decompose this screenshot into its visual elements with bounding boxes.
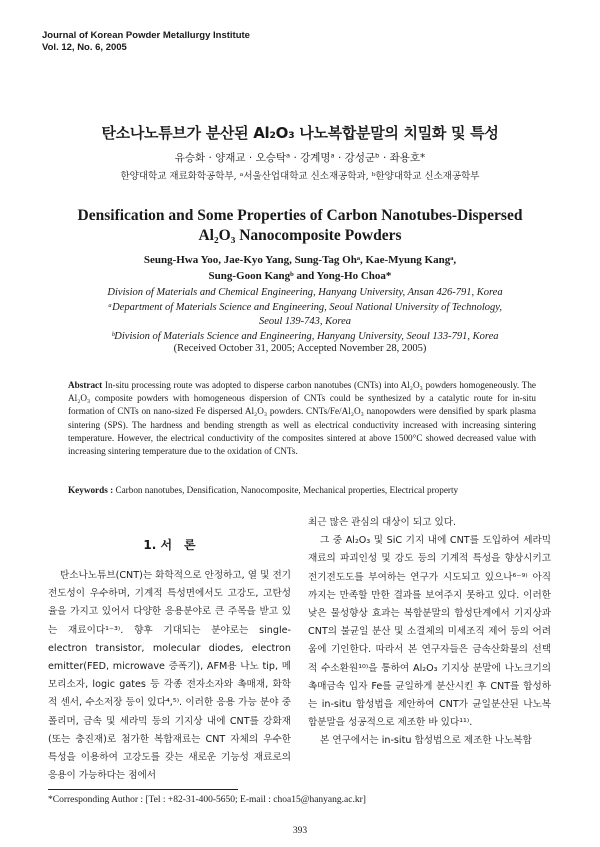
keywords-label: Keywords : [68, 485, 114, 495]
right-column-paragraph-3: 본 연구에서는 in-situ 합성법으로 제조한 나노복합 [320, 735, 532, 747]
abstract-text: In-situ processing route was adopted to disperse carbon nanotubes (CNTs) into Al₂O₃ powders homogeneously. The Al₂O₃ composite powders with homogeneous dispersion of CNTs could be synthesized by a catalytic route for in-situ formation of CNTs on nano-sized Fe dispersed Al₂O₃ powders. CNTs/Fe/Al₂O₃ nanopowders were densified by spark plasma sintering (SPS). The hardness and bending strength as well as electrical conductivity increased with increasing sintering temperature. However, the electrical conductivity of the composites sintered at above 1500°C showed decreased value with increasing sintering temperature due to the oxidation of CNTs. [68, 380, 536, 457]
right-column [308, 514, 551, 751]
authors-english [0, 252, 600, 284]
affiliations-english [70, 286, 540, 344]
footnote-divider [48, 789, 238, 790]
section-heading: 1. 서 론 [143, 538, 196, 552]
authors-english-line1: Seung-Hwa Yoo, Jae-Kyo Yang, Sung-Tag Ohᵃ, Kae-Myung Kangᵃ, [143, 254, 457, 266]
authors-korean: 유승화 · 양재교 · 오승탁ᵃ · 강계명ᵃ · 강성군ᵇ · 좌용호* [174, 152, 426, 164]
affiliation-2: ᵃDepartment of Materials Science and Engineering, Seoul National University of Technology, [108, 301, 502, 313]
title-korean: 탄소나노튜브가 분산된 Al₂O₃ 나노복합분말의 치밀화 및 특성 [101, 124, 499, 142]
right-column-paragraph-2: 그 중 Al₂O₃ 및 SiC 기지 내에 CNT를 도입하여 세라믹재료의 파괴인성 및 강도 등의 기계적 특성을 향상시키고 전기전도도를 부여하는 연구가 시도되고 있으나⁶⁻⁹⁾ 아직까지는 만족할 만한 결과를 보여주지 못하고 있다. 이러한 낮은 물성향상 효과는 복합분말의 합성단계에서 기지상과 CNT의 불균일 분산 및 소결체의 미세조직 제어 등의 어려움에 기인한다. 따라서 본 연구자들은 금속산화물의 선택적 수소환원¹⁰⁾을 통하여 Al₂O₃ 기지상 분말에 나노크기의 촉매금속 입자 Fe를 균일하게 분산시킨 후 CNT를 합성하는 in-situ 합성법을 제안하여 CNT가 균일분산된 나노복합분말을 성공적으로 제조한 바 있다¹¹⁾. [308, 535, 551, 729]
page-number: 393 [292, 826, 308, 836]
title-english-line2: Al₂O₃ Nanocomposite Powders [198, 227, 402, 244]
affiliation-1: Division of Materials and Chemical Engineering, Hanyang University, Ansan 426-791, Korea [107, 287, 503, 298]
journal-volume: Vol. 12, No. 6, 2005 [42, 42, 127, 53]
received-dates: (Received October 31, 2005; Accepted November 28, 2005) [173, 343, 427, 354]
affiliations-korean: 한양대학교 재료화학공학부, ᵃ서울산업대학교 신소재공학과, ᵇ한양대학교 신소재공학부 [120, 171, 480, 182]
affiliation-3: ᵇDivision of Materials Science and Engineering, Hanyang University, Seoul 133-791, Korea [111, 330, 499, 342]
affiliation-2-city: Seoul 139-743, Korea [258, 316, 352, 327]
right-column-paragraph-1: 최근 많은 관심의 대상이 되고 있다. [308, 517, 457, 528]
title-english-line1: Densification and Some Properties of Carbon Nanotubes-Dispersed [77, 207, 523, 224]
left-column [48, 567, 291, 785]
abstract [68, 379, 536, 458]
journal-header [42, 30, 250, 54]
keywords [68, 485, 536, 495]
abstract-label: Abstract [68, 380, 103, 390]
corresponding-author: *Corresponding Author : [Tel : +82-31-400-5650; E-mail : choa15@hanyang.ac.kr] [48, 795, 366, 805]
keywords-text: Carbon nanotubes, Densification, Nanocomposite, Mechanical properties, Electrical property [115, 485, 459, 495]
left-column-paragraph: 탄소나노튜브(CNT)는 화학적으로 안정하고, 열 및 전기전도성이 우수하며, 기계적 특성면에서도 고강도, 고탄성율을 가지고 있어서 다양한 응용분야로 큰 주목을 받고 있는 재료이다¹⁻³⁾. 향후 기대되는 분야로는 single-electron transistor, molecular diodes, electron emitter(FED, microwave 증폭기), AFM용 나노 tip, 메모리소자, logic gates 등 각종 전자소자와 촉매재, 화학적 센서, 수소저장 등이 있다⁴,⁵⁾. 이러한 응용 가능 분야 중 폴리머, 금속 및 세라믹 등의 기지상 내에 CNT를 강화재(또는 충진재)로 첨가한 복합재료는 CNT 자체의 우수한 특성을 이용하여 고강도를 갖는 새로운 기능성 재료로의 응용이 가능하다는 점에서 [48, 570, 291, 782]
title-english [0, 206, 600, 246]
authors-english-line2: Sung-Goon Kangᵇ and Yong-Ho Choa* [208, 270, 392, 282]
journal-name: Journal of Korean Powder Metallurgy Institute [42, 30, 250, 41]
